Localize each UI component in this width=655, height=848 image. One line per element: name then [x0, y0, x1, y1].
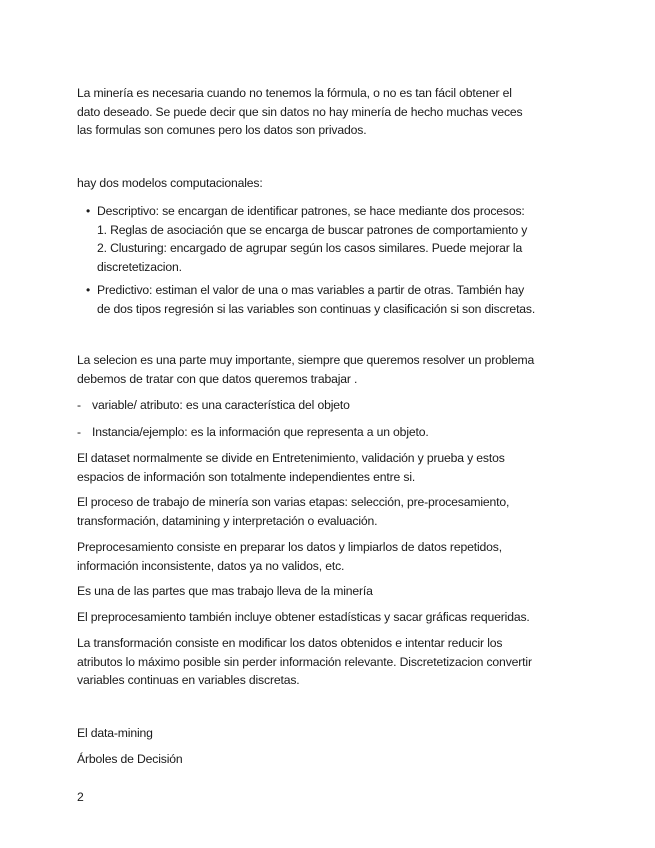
intro-paragraph: La minería es necesaria cuando no tenemos la fórmula, o no es tan fácil obtener el dato deseado. Se puede decir que sin datos no hay minería de hecho muchas veces las formulas son comunes pero los datos son privados.	[77, 86, 523, 137]
bullet-descriptivo: Descriptivo: se encargan de identificar patrones, se hace mediante dos procesos: 1. Reglas de asociación que se encarga de buscar patrones de comportamiento y 2. Clusturing: encargado de agrupar según los casos similares. Puede mejorar la discretetizacion.	[97, 204, 528, 274]
models-intro: hay dos modelos computacionales:	[77, 176, 263, 190]
dash-marker: -	[77, 425, 82, 439]
proceso-paragraph: El proceso de trabajo de minería son varias etapas: selección, pre-procesamiento, transformación, datamining y interpretación o evaluación.	[77, 495, 510, 528]
dash-marker: -	[77, 398, 82, 412]
preprocesamiento2-paragraph: El preprocesamiento también incluye obtener estadísticas y sacar gráficas requeridas.	[77, 610, 530, 624]
bullet-marker: •	[86, 283, 91, 297]
preprocesamiento-paragraph: Preprocesamiento consiste en preparar los datos y limpiarlos de datos repetidos, información inconsistente, datos ya no validos, etc.	[77, 540, 502, 573]
dataset-paragraph: El dataset normalmente se divide en Entretenimiento, validación y prueba y estos espacios de información son totalmente independientes entre si.	[77, 451, 505, 484]
transformacion-paragraph: La transformación consiste en modificar los datos obtenidos e intentar reducir los atributos lo máximo posible sin perder información relevante. Discretetizacion convertir variables continuas en variables discretas.	[77, 636, 532, 687]
bullet-predictivo: Predictivo: estiman el valor de una o mas variables a partir de otras. También hay de dos tipos regresión si las variables son continuas y clasificación si son discretas.	[97, 283, 536, 316]
arboles-heading: Árboles de Decisión	[77, 752, 183, 766]
partes-paragraph: Es una de las partes que mas trabajo lleva de la minería	[77, 584, 373, 598]
datamining-heading: El data-mining	[77, 726, 153, 740]
bullet-marker: •	[86, 204, 91, 218]
dash-item-instancia: Instancia/ejemplo: es la información que representa a un objeto.	[92, 425, 429, 439]
dash-item-variable: variable/ atributo: es una característica del objeto	[92, 398, 350, 412]
seleccion-paragraph: La selecion es una parte muy importante, siempre que queremos resolver un problema debemos de tratar con que datos queremos trabajar .	[77, 353, 535, 386]
page-number: 2	[77, 790, 84, 804]
